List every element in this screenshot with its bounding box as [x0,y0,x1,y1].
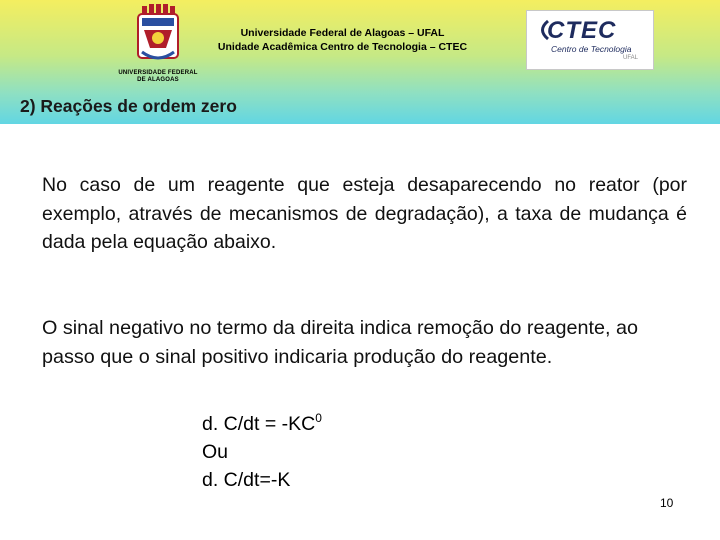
equation-1-exponent: 0 [315,411,322,425]
ufal-shield-icon [136,4,180,68]
equations [202,410,322,494]
institution-heading [190,26,495,54]
university-line: Universidade Federal de Alagoas – UFAL [240,27,445,39]
ctec-logo-text: CTEC [547,17,617,44]
page-number: 10 [660,496,674,510]
equation-or: Ou [202,441,229,463]
equation-1 [202,410,322,438]
paragraph-1: No caso de um reagente que esteja desaparecendo no reator (por exemplo, através de mecanismos de degradação), a taxa de mudança é dada pela equação abaixo. [42,174,687,253]
equation-1-base: d. C/dt = -KC [202,413,316,435]
paragraph-2: O sinal negativo no termo da direita indica remoção do reagente, ao passo que o sinal positivo indicaria produção do reagente. [42,317,638,368]
slide-header [0,0,720,124]
ctec-logo [526,10,654,70]
ctec-logo-subtitle: Centro de Tecnologia [551,44,632,54]
ctec-logo-small: UFAL [623,55,639,61]
unit-line: Unidade Acadêmica Centro de Tecnologia – CTEC [217,41,468,53]
slide-title: 2) Reações de ordem zero [20,96,237,116]
equation-2: d. C/dt=-K [202,469,291,491]
ufal-logo-caption: UNIVERSIDADE FEDERAL DE ALAGOAS [118,70,198,83]
